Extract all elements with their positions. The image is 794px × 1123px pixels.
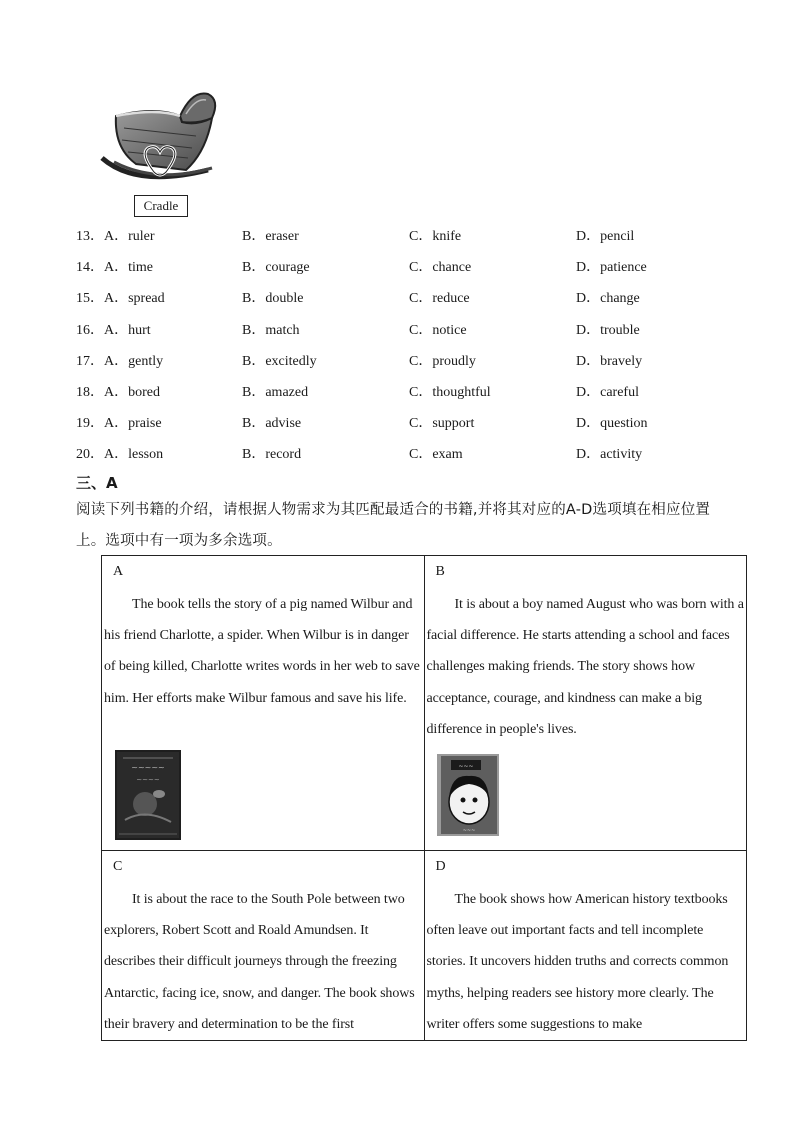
charlottes-web-cover-icon xyxy=(115,750,181,840)
book-cell-a xyxy=(102,556,425,851)
book-cell-d xyxy=(424,851,747,1041)
option-c: C．knife xyxy=(409,229,462,244)
book-description: It is about the race to the South Pole between two explorers, Robert Scott and Roald Amundsen. It describes their difficult journeys through the freezing Antarctic, facing ice, snow, and danger. The book shows their bravery and determination to be the first xyxy=(104,892,415,1032)
book-letter: D xyxy=(435,859,446,874)
question-number: 16． xyxy=(76,322,104,338)
wonder-cover-icon xyxy=(437,754,499,836)
option-c: C．notice xyxy=(409,322,467,338)
option-a: A．spread xyxy=(104,291,165,307)
question-row xyxy=(76,320,776,351)
answer-options-list xyxy=(76,226,776,476)
option-a: A．ruler xyxy=(104,229,155,244)
svg-text:~~~: ~~~ xyxy=(462,828,475,834)
reading-instructions: 阅读下列书籍的介绍，请根据人物需求为其匹配最适合的书籍,并将其对应的A-D选项填在相应位置上。选项中有一项为多余选项。 xyxy=(76,502,711,549)
option-c: C．proudly xyxy=(409,353,476,369)
question-number: 19． xyxy=(76,416,104,432)
question-row xyxy=(76,226,776,257)
option-c: C．exam xyxy=(409,447,463,463)
question-number: 15． xyxy=(76,291,104,307)
option-b: B．match xyxy=(242,322,300,338)
book-options-table xyxy=(101,555,747,1041)
svg-text:~~~: ~~~ xyxy=(457,763,474,770)
option-d: D．activity xyxy=(576,447,643,463)
book-letter: C xyxy=(113,859,123,874)
option-a: A．hurt xyxy=(104,322,151,338)
cradle-caption: Cradle xyxy=(134,195,188,217)
option-a: A．gently xyxy=(104,353,164,369)
book-description: It is about a boy named August who was born with a facial difference. He starts attending a school and faces challenges making friends. The story shows how acceptance, courage, and kindness can make a big difference in people's lives. xyxy=(426,597,744,737)
question-row xyxy=(76,257,776,288)
option-b: B．courage xyxy=(242,260,310,276)
question-number: 18． xyxy=(76,384,104,400)
question-row xyxy=(76,288,776,319)
question-number: 13． xyxy=(76,229,104,244)
question-row xyxy=(76,444,776,475)
option-c: C．support xyxy=(409,416,475,432)
book-description: The book tells the story of a pig named Wilbur and his friend Charlotte, a spider. When Wilbur is in danger of being killed, Charlotte writes words in her web to save him. Her efforts make Wilbur famous and save his life. xyxy=(104,597,420,706)
question-row xyxy=(76,413,776,444)
option-a: A．bored xyxy=(104,384,160,400)
option-d: D．question xyxy=(576,416,648,432)
option-b: B．amazed xyxy=(242,384,309,400)
option-b: B．double xyxy=(242,291,304,307)
section-heading: 三、A xyxy=(76,474,118,492)
svg-text:~~~~: ~~~~ xyxy=(136,776,160,784)
option-b: B．excitedly xyxy=(242,353,317,369)
book-cell-c xyxy=(102,851,425,1041)
option-a: A．praise xyxy=(104,416,162,432)
book-letter: B xyxy=(435,564,445,579)
option-d: D．careful xyxy=(576,384,639,400)
option-d: D．trouble xyxy=(576,322,640,338)
option-a: A．time xyxy=(104,260,153,276)
question-row xyxy=(76,351,776,382)
option-c: C．chance xyxy=(409,260,472,276)
option-b: B．eraser xyxy=(242,229,299,244)
option-d: D．change xyxy=(576,291,640,307)
book-description: The book shows how American history textbooks often leave out important facts and tell incomplete stories. It uncovers hidden truths and corrects common myths, helping readers see history more clearly. The writer offers some suggestions to make xyxy=(426,892,729,1032)
option-b: B．advise xyxy=(242,416,302,432)
option-d: D．patience xyxy=(576,260,647,276)
question-row xyxy=(76,382,776,413)
option-c: C．thoughtful xyxy=(409,384,491,400)
question-number: 14． xyxy=(76,260,104,276)
book-cell-b xyxy=(424,556,747,851)
svg-text:~~~~~: ~~~~~ xyxy=(131,763,165,772)
question-number: 17． xyxy=(76,353,104,369)
option-d: D．pencil xyxy=(576,229,635,244)
question-number: 20． xyxy=(76,447,104,463)
option-c: C．reduce xyxy=(409,291,470,307)
option-b: B．record xyxy=(242,447,302,463)
option-d: D．bravely xyxy=(576,353,643,369)
option-a: A．lesson xyxy=(104,447,164,463)
book-letter: A xyxy=(113,564,124,579)
